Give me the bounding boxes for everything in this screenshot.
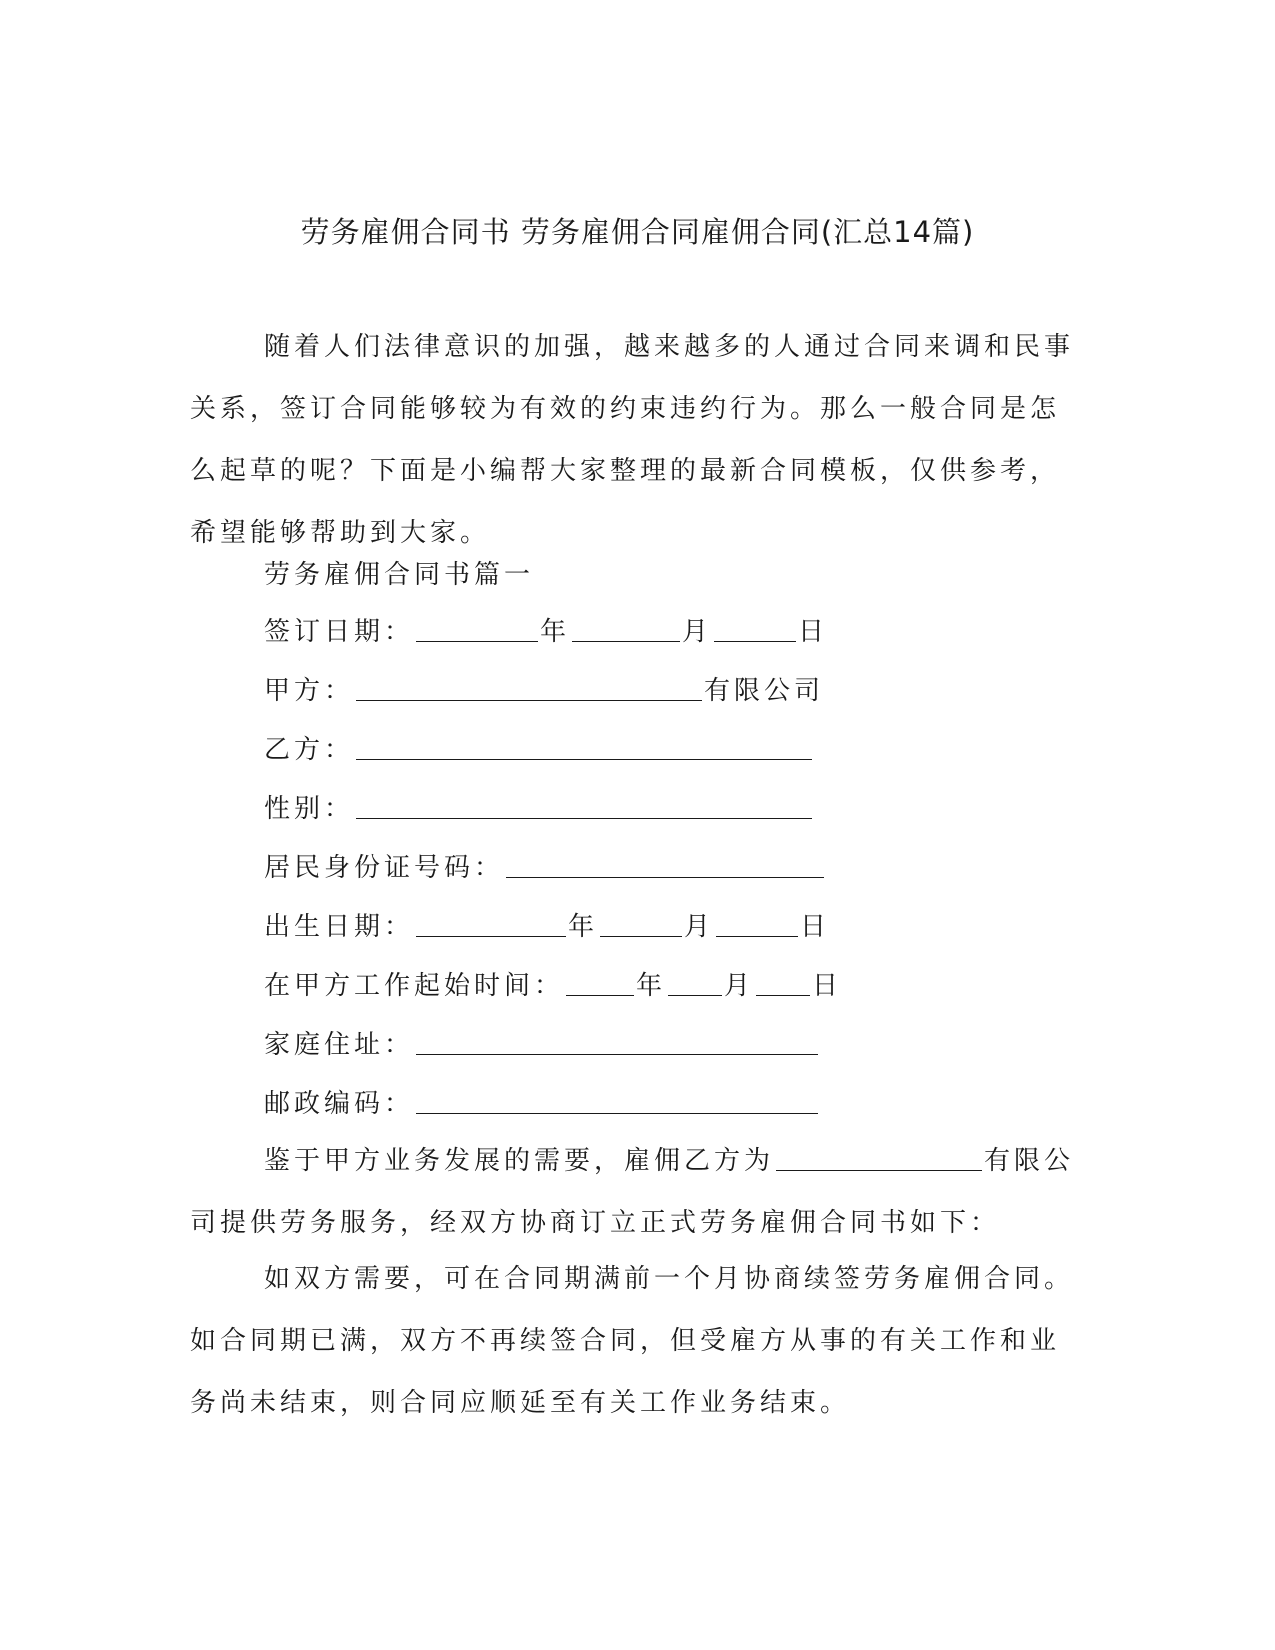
postcode-label: 邮政编码： bbox=[264, 1089, 415, 1119]
party-b-label: 乙方： bbox=[264, 735, 355, 765]
birth-year-blank bbox=[416, 906, 566, 937]
year-label: 年 bbox=[540, 617, 571, 647]
postcode-blank bbox=[416, 1083, 818, 1114]
start-day-blank bbox=[756, 965, 810, 996]
renewal-paragraph: 如双方需要，可在合同期满前一个月协商续签劳务雇佣合同。如合同期已满，双方不再续签合同，但受雇方从事的有关工作和业务尚未结束，则合同应顺延至有关工作业务结束。 bbox=[190, 1264, 1075, 1418]
gender-label: 性别： bbox=[264, 794, 355, 824]
start-year-blank bbox=[566, 965, 634, 996]
intro-paragraph: 随着人们法律意识的加强，越来越多的人通过合同来调和民事关系，签订合同能够较为有效的约束违约行为。那么一般合同是怎么起草的呢？下面是小编帮大家整理的最新合同模板，仅供参考，希望能够帮助到大家。 bbox=[190, 332, 1075, 548]
document-title: 劳务雇佣合同书 劳务雇佣合同雇佣合同(汇总14篇) bbox=[300, 215, 975, 249]
sign-date-line bbox=[264, 610, 828, 654]
id-number-blank bbox=[506, 847, 824, 878]
id-number-label: 居民身份证号码： bbox=[264, 853, 505, 883]
engagement-paragraph bbox=[190, 1130, 1085, 1254]
sign-day-blank bbox=[714, 611, 796, 642]
day-label: 日 bbox=[812, 971, 843, 1001]
party-b-blank bbox=[356, 729, 812, 760]
month-label: 月 bbox=[682, 617, 713, 647]
start-date-label: 在甲方工作起始时间： bbox=[264, 971, 565, 1001]
sign-date-label: 签订日期： bbox=[264, 617, 415, 647]
sign-month-blank bbox=[572, 611, 680, 642]
address-label: 家庭住址： bbox=[264, 1030, 415, 1060]
party-a-blank bbox=[356, 670, 702, 701]
start-date-line bbox=[264, 964, 842, 1008]
sign-year-blank bbox=[416, 611, 538, 642]
address-line bbox=[264, 1023, 820, 1067]
engagement-suffix: 有限公司提供劳务服务，经双方协商订立正式劳务雇佣合同书如下： bbox=[190, 1146, 1075, 1238]
company-blank bbox=[776, 1140, 982, 1171]
section-heading: 劳务雇佣合同书篇一 bbox=[264, 560, 535, 590]
day-label: 日 bbox=[800, 912, 831, 942]
party-a-line bbox=[264, 669, 824, 713]
start-month-blank bbox=[668, 965, 722, 996]
month-label: 月 bbox=[724, 971, 755, 1001]
party-a-label: 甲方： bbox=[264, 676, 355, 706]
birth-date-label: 出生日期： bbox=[264, 912, 415, 942]
id-number-line bbox=[264, 846, 826, 890]
month-label: 月 bbox=[684, 912, 715, 942]
gender-line bbox=[264, 787, 814, 831]
party-a-suffix: 有限公司 bbox=[704, 676, 825, 706]
postcode-line bbox=[264, 1082, 820, 1126]
birth-date-line bbox=[264, 905, 830, 949]
address-blank bbox=[416, 1024, 818, 1055]
party-b-line bbox=[264, 728, 814, 772]
birth-month-blank bbox=[600, 906, 682, 937]
year-label: 年 bbox=[636, 971, 667, 1001]
engagement-prefix: 鉴于甲方业务发展的需要，雇佣乙方为 bbox=[264, 1146, 775, 1176]
gender-blank bbox=[356, 788, 812, 819]
birth-day-blank bbox=[716, 906, 798, 937]
year-label: 年 bbox=[568, 912, 599, 942]
day-label: 日 bbox=[798, 617, 829, 647]
